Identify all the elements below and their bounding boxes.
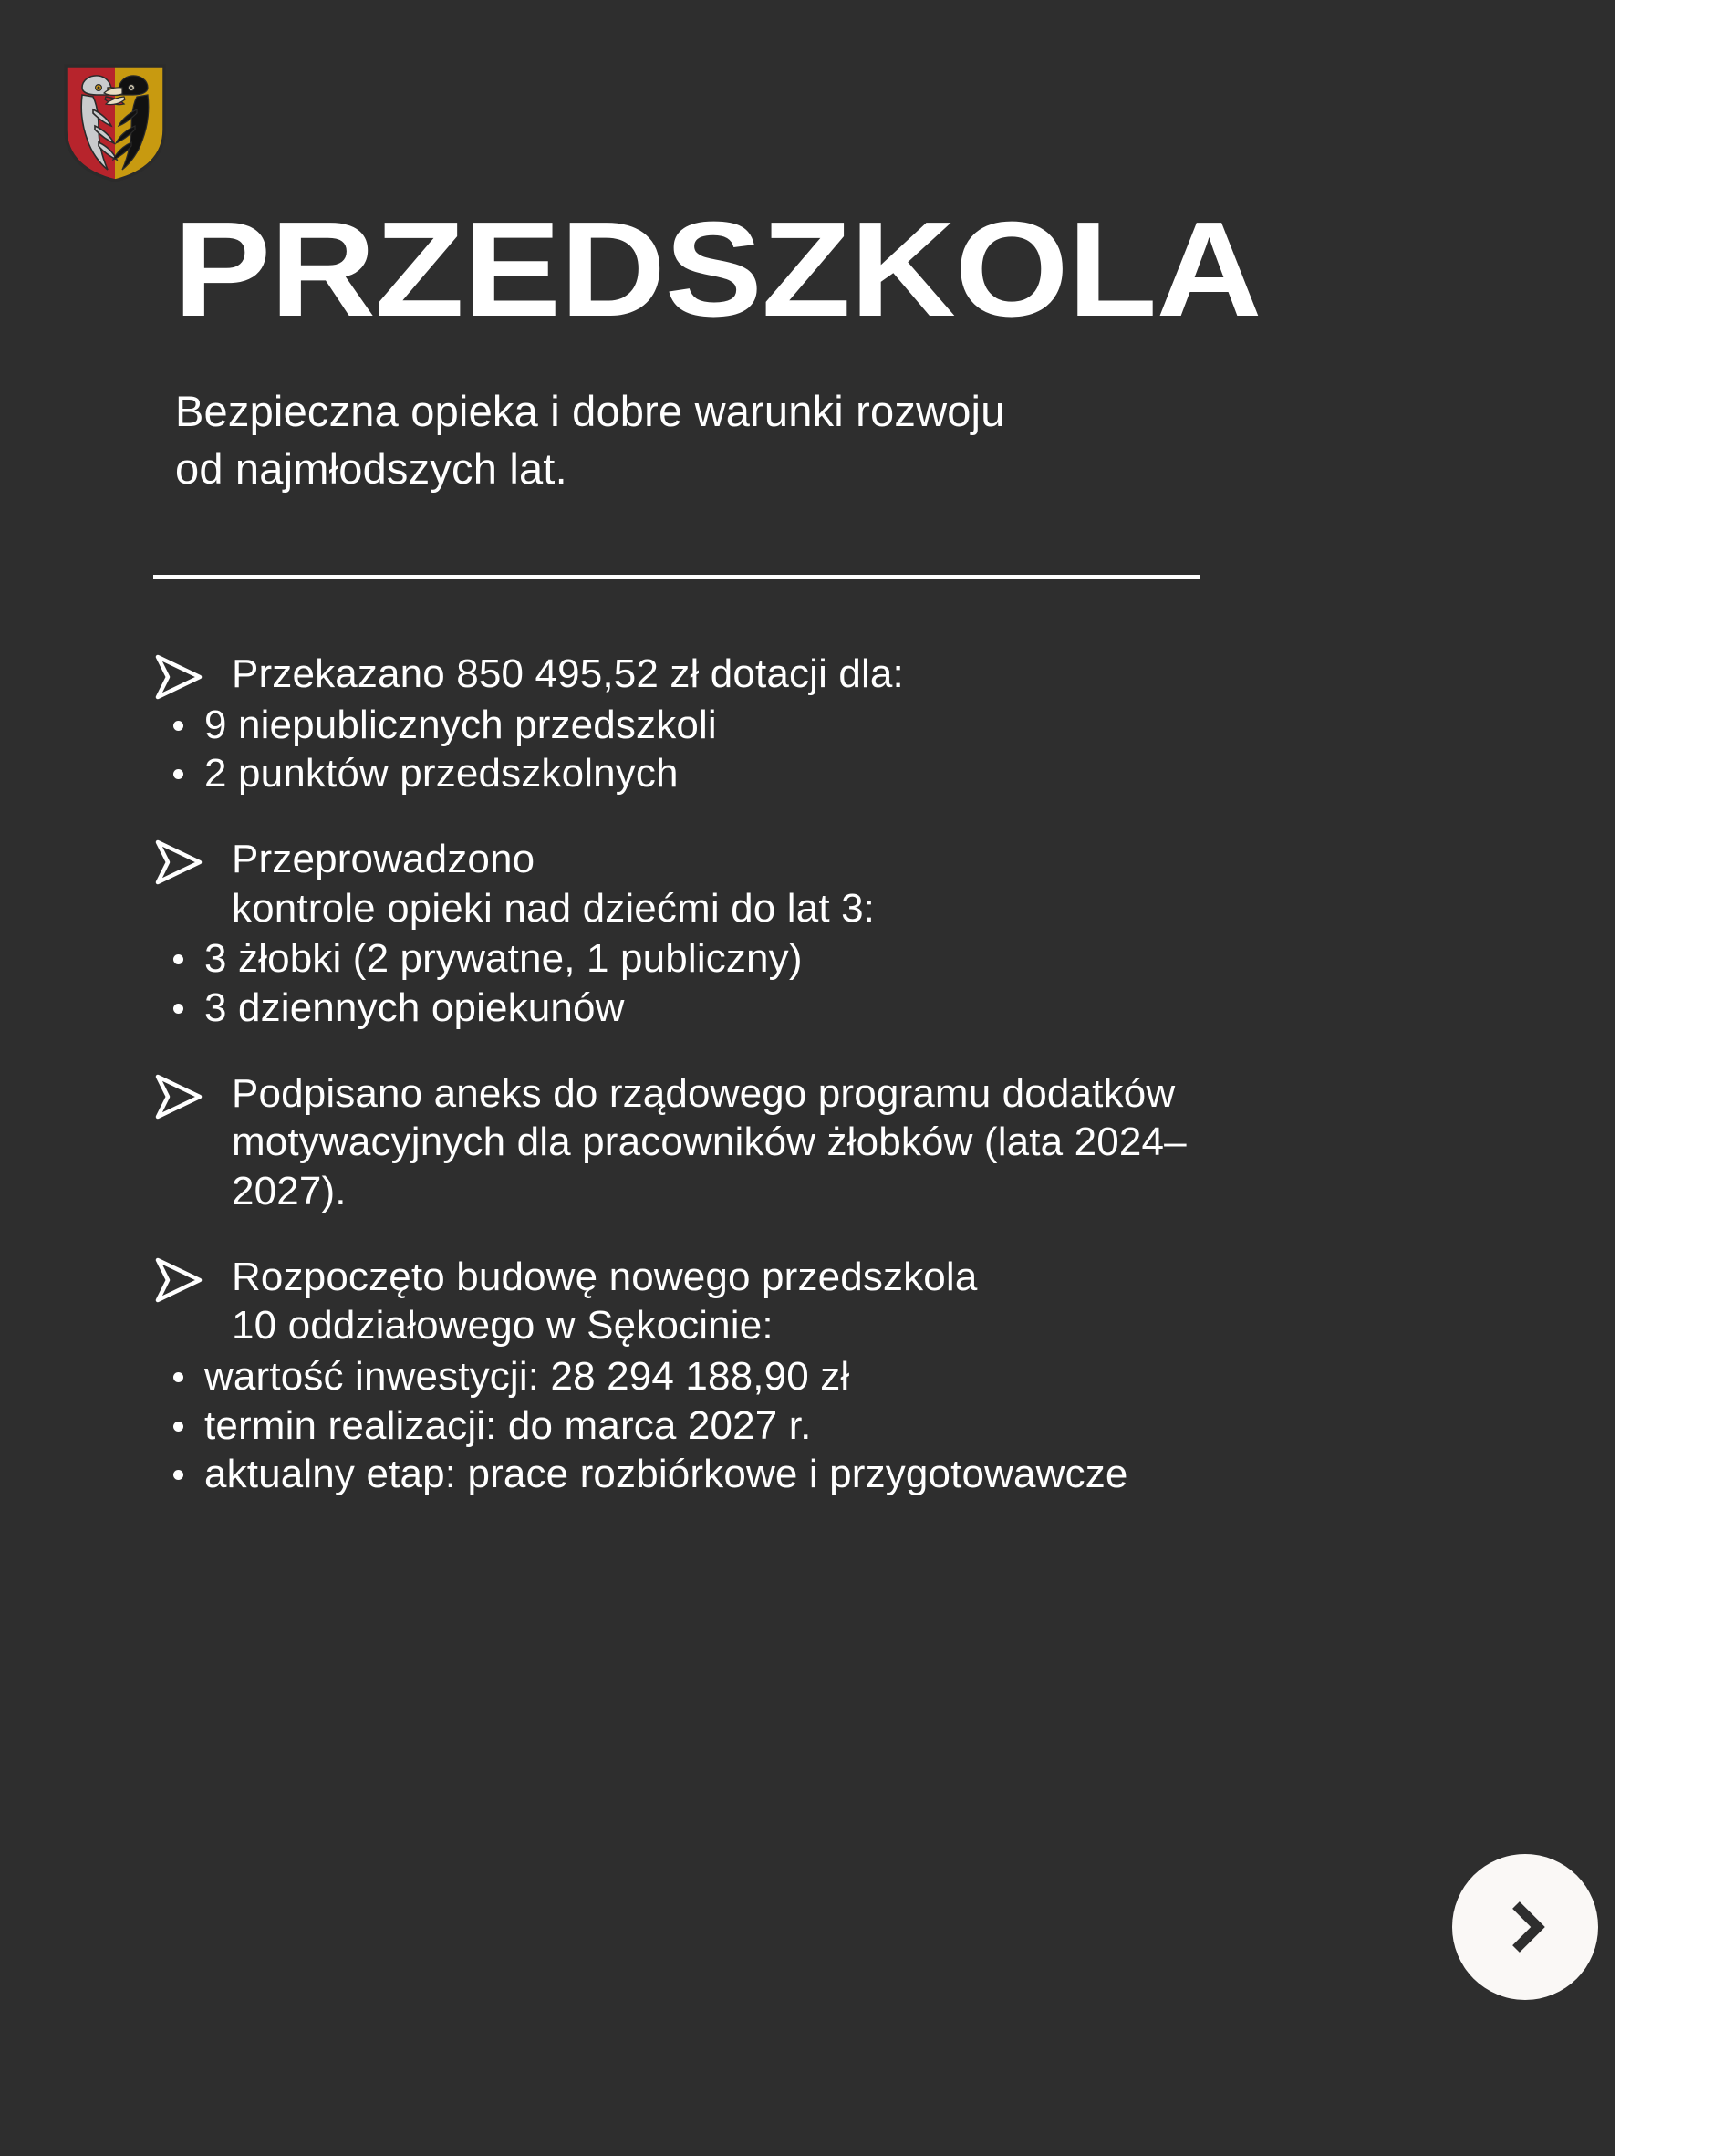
list-item — [153, 1069, 1576, 1216]
sub-bullet-label: termin realizacji: do marca 2027 r. — [204, 1402, 812, 1448]
sub-bullet — [153, 984, 1576, 1033]
list-item-lines — [232, 650, 1576, 699]
bullet-dot-icon — [173, 1004, 183, 1014]
sub-bullet — [153, 934, 1576, 984]
sub-bullet-label: wartość inwestycji: 28 294 188,90 zł — [204, 1354, 850, 1400]
bullet-dot-icon — [173, 1372, 183, 1382]
content-list — [153, 650, 1576, 1499]
list-item-lines — [232, 835, 1576, 932]
sub-bullet-label: 2 punktów przedszkolnych — [204, 751, 679, 797]
list-item — [153, 1253, 1576, 1499]
sub-bullet — [153, 1352, 1576, 1401]
bullet-dot-icon — [173, 769, 183, 779]
list-item-lines — [232, 1253, 1576, 1350]
sub-bullet-list — [153, 701, 1576, 798]
bullet-dot-icon — [173, 721, 183, 731]
list-item-line: kontrole opieki nad dziećmi do lat 3: — [232, 885, 876, 931]
sub-bullet-list — [153, 1352, 1576, 1499]
subtitle-line-1: Bezpieczna opieka i dobre warunki rozwoju — [175, 387, 1005, 435]
sub-bullet-label: 3 dziennych opiekunów — [204, 985, 625, 1031]
coat-of-arms-icon — [60, 62, 170, 182]
chevron-right-icon — [1492, 1894, 1558, 1960]
list-item-lines — [232, 1069, 1576, 1216]
subtitle-line-2: od najmłodszych lat. — [175, 443, 567, 493]
list-item-line: Podpisano aneks do rządowego programu dodatków — [232, 1070, 1176, 1116]
next-slide-button[interactable] — [1452, 1854, 1598, 2000]
send-arrow-icon — [153, 838, 204, 886]
list-item-line: 10 oddziałowego w Sękocinie: — [232, 1303, 774, 1349]
list-item-line: motywacyjnych dla pracowników żłobków (lata 2024– — [232, 1120, 1187, 1165]
page-subtitle — [175, 383, 1270, 497]
list-item — [153, 650, 1576, 798]
bullet-dot-icon — [173, 954, 183, 964]
send-arrow-icon — [153, 1073, 204, 1120]
sub-bullet-label: 9 niepublicznych przedszkoli — [204, 702, 717, 747]
sub-bullet-list — [153, 934, 1576, 1032]
list-item — [153, 835, 1576, 1033]
sub-bullet-label: aktualny etap: prace rozbiórkowe i przygotowawcze — [204, 1452, 1128, 1497]
send-arrow-icon — [153, 1256, 204, 1304]
list-item-line: 2027). — [232, 1169, 347, 1214]
list-item-line: Przekazano 850 495,52 zł dotacji dla: — [232, 651, 904, 696]
bullet-dot-icon — [173, 1470, 183, 1480]
sub-bullet — [153, 749, 1576, 798]
sub-bullet — [153, 1401, 1576, 1451]
sub-bullet — [153, 1450, 1576, 1499]
divider — [153, 575, 1200, 579]
bullet-dot-icon — [173, 1422, 183, 1432]
send-arrow-icon — [153, 653, 204, 701]
sub-bullet-label: 3 żłobki (2 prywatne, 1 publiczny) — [204, 936, 803, 982]
page-title: PRZEDSZKOLA — [173, 194, 1262, 345]
list-item-line: Rozpoczęto budowę nowego przedszkola — [232, 1254, 978, 1299]
sub-bullet — [153, 701, 1576, 750]
list-item-line: Przeprowadzono — [232, 837, 535, 882]
